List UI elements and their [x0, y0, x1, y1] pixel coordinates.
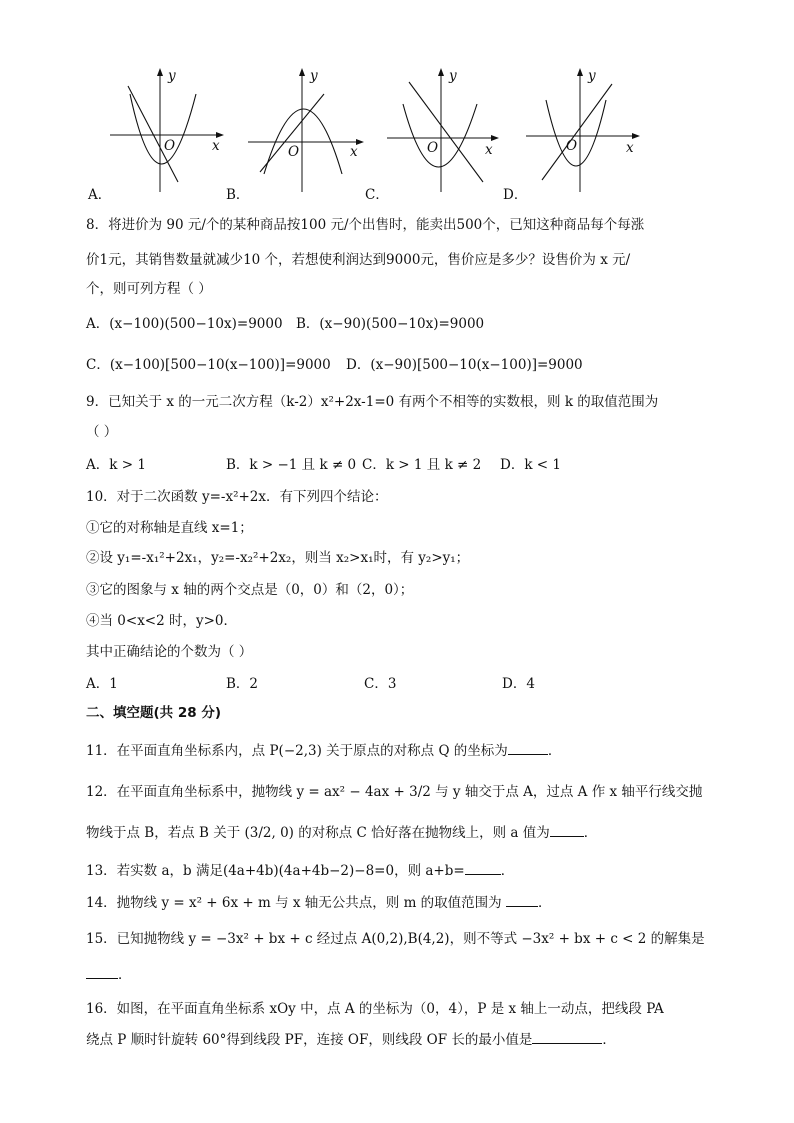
q16-line2-row — [86, 1028, 616, 1048]
graph-d-axis-x: x — [626, 140, 634, 156]
q10-option-a: A．1 — [86, 676, 118, 692]
q10-option-b: B．2 — [226, 676, 259, 692]
graph-b-origin: O — [288, 144, 300, 160]
q8-line1: 8．将进价为 90 元/个的某种商品按100 元/个出售时，能卖出500个，已知这种商品每个每涨 — [86, 217, 645, 233]
q16-line1: 16．如图，在平面直角坐标系 xOy 中，点 A 的坐标为（0，4），P 是 x 轴上一动点，把线段 PA — [86, 1001, 664, 1017]
q8-line2: 价1元，其销售数量就减少10 个，若想使利润达到9000元，售价应是多少？设售价为 x 元/ — [86, 252, 631, 268]
q10-line1: 10．对于二次函数 y=-x²+2x．有下列四个结论： — [86, 489, 388, 505]
q11 — [86, 739, 561, 759]
q10-statement-2: ②设 y₁=-x₁²+2x₁，y₂=-x₂²+2x₂，则当 x₂>x₁时，有 y₂>y₁； — [86, 550, 470, 566]
graph-d — [524, 64, 648, 194]
q9-option-c: C．k > 1 且 k ≠ 2 — [362, 457, 482, 473]
graph-c-axis-y: y — [449, 68, 457, 84]
q10-option-c: C．3 — [364, 676, 397, 692]
graph-d-label: D． — [503, 187, 528, 203]
q16-answer-blank[interactable] — [532, 1031, 602, 1044]
q11-answer-blank[interactable] — [508, 742, 548, 755]
graph-a-label: A． — [88, 187, 112, 203]
q10-option-d: D．4 — [502, 676, 535, 692]
q13-end: ． — [500, 863, 515, 879]
graph-b — [246, 64, 370, 194]
q14 — [86, 891, 551, 911]
q9-option-a: A．k > 1 — [86, 457, 146, 473]
q8-option-d: D．(x−90)[500−10(x−100)]=9000 — [346, 357, 583, 373]
q9-line1: 9．已知关于 x 的一元二次方程（k-2）x²+2x-1=0 有两个不相等的实数根，则 k 的取值范围为 — [86, 394, 659, 410]
q11-end: ． — [547, 743, 562, 759]
graph-c-svg — [385, 64, 505, 194]
q15-answer-blank[interactable] — [86, 966, 118, 979]
q15-line2-row — [86, 963, 132, 983]
q12-line2-row — [86, 821, 597, 841]
q15-end: ． — [118, 967, 132, 983]
q9-option-d: D．k < 1 — [500, 457, 561, 473]
q15-line1: 15．已知抛物线 y = −3x² + bx + c 经过点 A(0,2),B(4,2)，则不等式 −3x² + bx + c < 2 的解集是 — [86, 931, 705, 947]
q10-statement-3: ③它的图象与 x 轴的两个交点是（0，0）和（2，0）； — [86, 582, 414, 598]
q16-line2: 绕点 P 顺时针旋转 60°得到线段 PF，连接 OF，则线段 OF 长的最小值是 — [86, 1032, 533, 1048]
q8-option-c: C．(x−100)[500−10(x−100)]=9000 — [86, 357, 331, 373]
q12-line2: 物线于点 B，若点 B 关于 (3/2, 0) 的对称点 C 恰好落在抛物线上，则 a 值为 — [86, 825, 550, 841]
graph-c-origin: O — [427, 140, 439, 156]
q10-statement-4: ④当 0<x<2 时，y>0． — [86, 613, 238, 629]
graph-a-origin: O — [164, 138, 176, 154]
graph-d-svg — [524, 64, 648, 194]
graph-b-svg — [246, 64, 370, 194]
q14-answer-blank[interactable] — [506, 894, 538, 907]
q9-line2: （ ） — [86, 424, 118, 440]
graph-a-axis-x: x — [212, 138, 220, 154]
q11-text: 11．在平面直角坐标系内，点 P(−2,3) 关于原点的对称点 Q 的坐标为 — [86, 743, 508, 759]
graph-a-axis-y: y — [168, 68, 176, 84]
q8-line3: 个，则可列方程（ ） — [86, 281, 212, 297]
q13-answer-blank[interactable] — [465, 862, 501, 875]
q14-end: ． — [537, 895, 552, 911]
q8-option-b: B．(x−90)(500−10x)=9000 — [296, 316, 485, 332]
q16-end: ． — [602, 1032, 616, 1048]
q14-text: 14．抛物线 y = x² + 6x + m 与 x 轴无公共点，则 m 的取值范围为 — [86, 895, 506, 911]
graph-b-axis-y: y — [310, 68, 318, 84]
q10-ask: 其中正确结论的个数为（ ） — [86, 644, 253, 660]
q12-line1: 12．在平面直角坐标系中，抛物线 y = ax² − 4ax + 3/2 与 y 轴交于点 A，过点 A 作 x 轴平行线交抛 — [86, 784, 703, 800]
section-heading: 二、填空题(共 28 分) — [86, 705, 222, 721]
graph-d-axis-y: y — [588, 68, 596, 84]
graph-c — [385, 64, 505, 194]
q13-text: 13．若实数 a，b 满足(4a+4b)(4a+4b−2)−8=0，则 a+b= — [86, 863, 465, 879]
graph-d-origin: O — [566, 138, 578, 154]
graph-c-axis-x: x — [485, 142, 493, 158]
q13 — [86, 859, 514, 879]
q9-option-b: B．k > −1 且 k ≠ 0 — [226, 457, 357, 473]
graph-a — [108, 64, 228, 194]
q8-option-a: A．(x−100)(500−10x)=9000 — [86, 316, 283, 332]
graph-b-axis-x: x — [350, 144, 358, 160]
q10-statement-1: ①它的对称轴是直线 x=1； — [86, 520, 253, 536]
graph-b-label: B． — [226, 187, 250, 203]
graph-c-label: C． — [365, 187, 389, 203]
q12-answer-blank[interactable] — [550, 824, 584, 837]
q12-end: ． — [583, 825, 598, 841]
